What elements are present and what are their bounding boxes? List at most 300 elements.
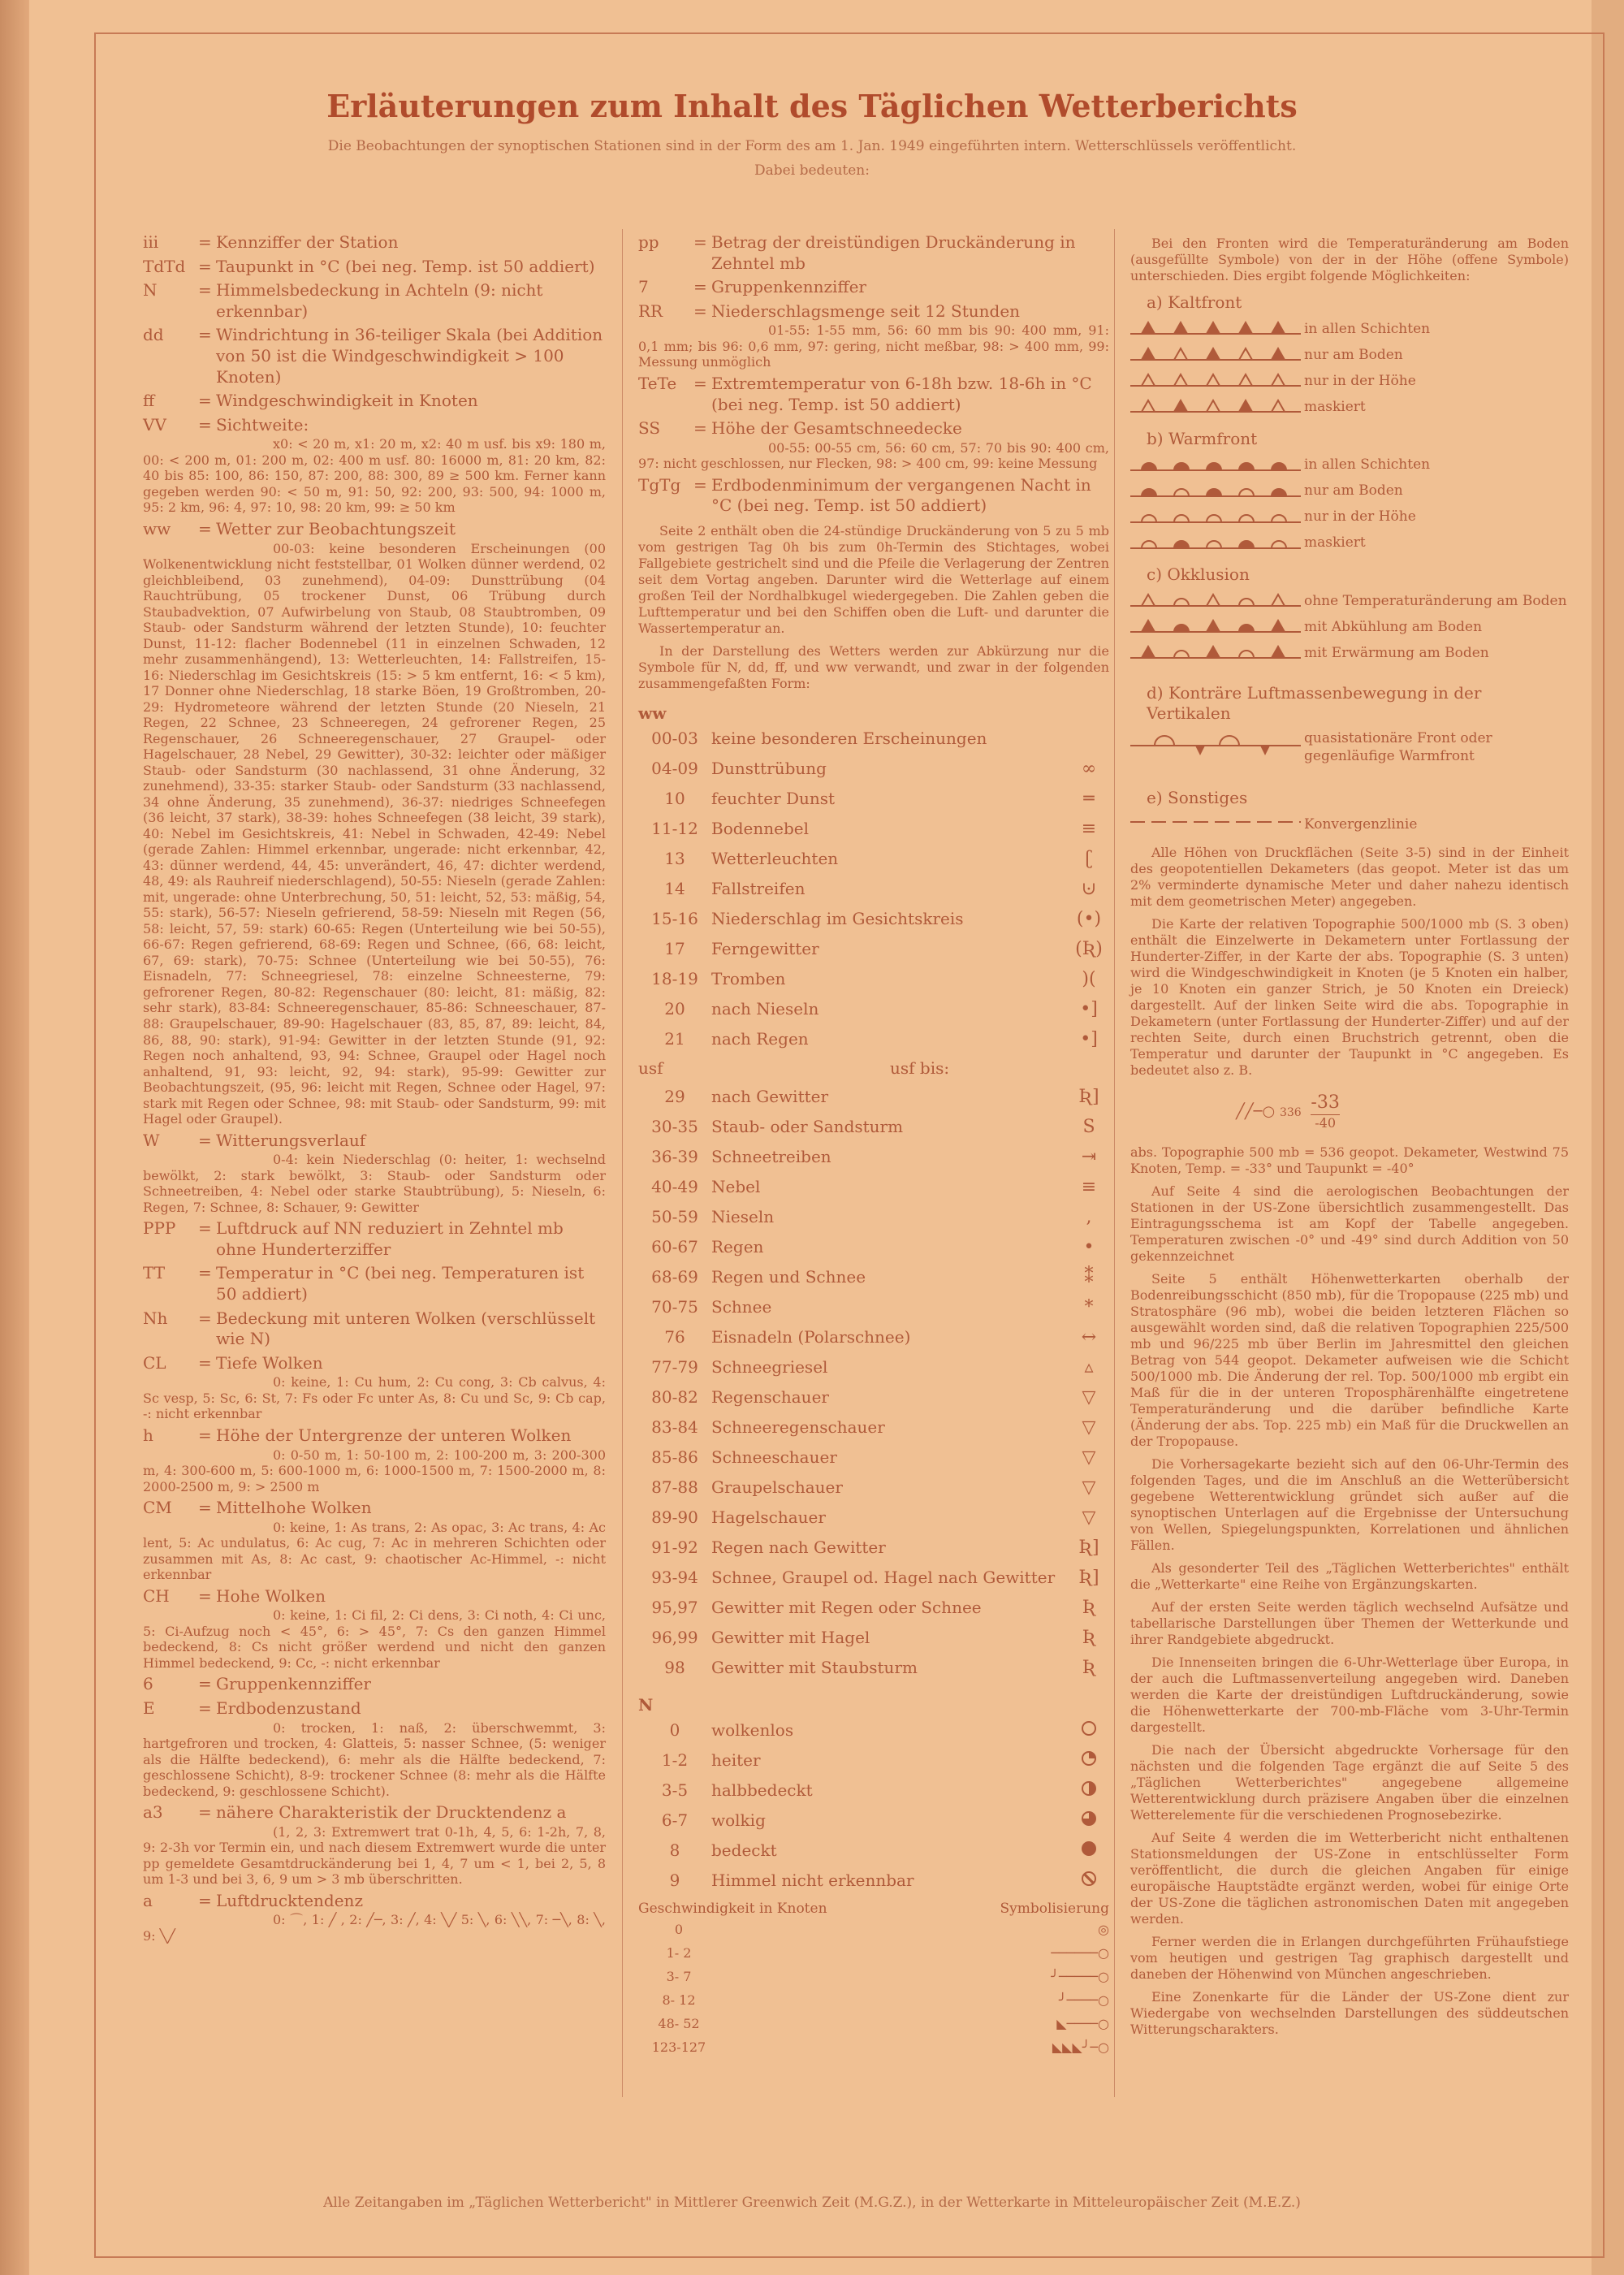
front-e-heading: e) Sonstiges [1147,787,1248,807]
cloud-code: 8 [669,1840,680,1860]
code-entry [143,232,606,253]
code-description: Kennziffer der Station [216,232,399,252]
front-d-label: quasistationäre Front oder gegenläufige Warmfront [1304,730,1492,764]
speed-row [638,2013,1109,2036]
ww-row [638,1173,1109,1203]
ww-code: 60-67 [651,1237,698,1257]
weather-symbol-icon: ▽ [1082,1386,1096,1408]
cloud-code: 9 [669,1870,680,1890]
cold-front-icon [1130,342,1301,369]
ww-description: Eisnadeln (Polarschnee) [711,1327,911,1347]
speed-row [638,2036,1109,2060]
code-description: Wetter zur Beobachtungszeit [216,518,456,538]
code-entry [143,1674,606,1695]
code-note: x0: < 20 m, x1: 20 m, x2: 40 m usf. bis x9: 180 m, 00: < 200 m, 01: 200 m, 02: 400 m usf. 80: 16000 m, 81: 20 km, 82: 40 bis 85: 100, 86: 150, 87: 200, 88: 300, 89 ≥ 500 km. Ferner kann gegeben werden 90: < 50 m, 91: 50, 92: 200, 93: 500, 94: 1000 m, 95: 2 km, 96: 4, 97: 10, 98: 20 km, 99: ≥ 50 km [143,436,606,516]
footer-note: Alle Zeitangaben im „Täglichen Wetterbericht" in Mittlerer Greenwich Zeit (M.G.Z.), in der Wetterkarte in Mitteleuropäischer Zeit (M.E.Z.) [323,2195,1301,2211]
occlusion-list [1130,589,1569,667]
code-entry [143,1425,606,1447]
ww-row [638,1233,1109,1263]
code-entry [638,418,1109,439]
weather-symbol-icon: ▽ [1082,1507,1096,1528]
ww-description: Regen nach Gewitter [711,1538,886,1558]
weather-symbol-icon: ↔ [1081,1326,1097,1347]
ww-description: Nebel [711,1177,761,1197]
front-row [1130,369,1569,395]
seite2-paragraph: Seite 2 enthält oben die 24-stündige Druckänderung von 5 zu 5 mb vom gestrigen Tag 0h bis zum 0h-Termin des Stichtages, wobei Fallgebiete gestrichelt sind und die Pfeile die Verlagerung der Zentren seit dem Vortag angeben. Darunter wird die Wetterlage auf einem großen Teil der Nordhalbkugel wiedergegeben. Die Zahlen geben die Lufttemperatur und bei den Schiffen oben die Luft- und darunter die Wassertemperatur an. [638,522,1109,636]
code-symbol: a3 [143,1802,163,1823]
code-symbol: CL [143,1352,166,1373]
ww-row [638,1443,1109,1473]
ww-description: Regenschauer [711,1387,829,1408]
code-entry [638,475,1109,517]
ww-code: 70-75 [651,1297,698,1317]
code-entry [143,1218,606,1260]
c3-paragraph-8: Auf der ersten Seite werden täglich wechselnd Aufsätze und tabellarische Darstellungen über Themen der Wetterkunde und ihrer Randgebiete abgedruckt. [1130,1599,1569,1648]
cloud-description: bedeckt [711,1840,777,1860]
ww-code: 20 [664,999,685,1019]
c3-paragraph-12: Ferner werden die in Erlangen durchgeführten Frühaufstiege vom heutigen und gestrigen Tag graphisch dargestellt und daneben der Höhenwind von München angeschrieben. [1130,1934,1569,1983]
ww-row [638,845,1109,875]
darstellung-paragraph: In der Darstellung des Wetters werden zur Abkürzung nur die Symbole für N, dd, ff, und ww verwandt, und zwar in der folgenden zusammengefaßten Form: [638,642,1109,691]
code-symbol: 6 [143,1674,153,1694]
ww-table [638,724,1109,1055]
code-description: Gruppenkennziffer [711,277,866,297]
cold-front-icon [1130,394,1301,421]
ww-description: Tromben [711,969,786,989]
cloud-cover-row [638,1806,1109,1836]
code-note: 01-55: 1-55 mm, 56: 60 mm bis 90: 400 mm, 91: 0,1 mm; bis 96: 0,6 mm, 97: gering, nicht meßbar, 98: > 400 mm, 99: Messung unmöglich [638,322,1109,370]
front-row [1130,641,1569,667]
equals-sign: = [198,1352,212,1373]
equals-sign: = [198,1130,212,1150]
equals-sign: = [198,1890,212,1910]
ww-code: 30-35 [651,1117,698,1137]
code-note: 0: keine, 1: As trans, 2: As opac, 3: Ac trans, 4: Ac lent, 5: Ac undulatus, 6: Ac cug, 7: Ac in mehreren Schichten oder zusammen mit As, 8: Ac cast, 9: chaotischer Ac-Himmel, -: nicht erkennbar [143,1519,606,1583]
cold-front-icon [1130,368,1301,395]
cold-front-icon [1130,316,1301,343]
code-entry [143,415,606,436]
code-symbol: dd [143,325,164,345]
code-description: Windgeschwindigkeit in Knoten [216,391,478,411]
ww-description: Graupelschauer [711,1477,843,1498]
cloud-cover-icon [1069,1810,1109,1832]
code-symbol: Nh [143,1308,168,1328]
equals-sign: = [693,418,707,439]
ww-code: 00-03 [651,729,698,749]
ww-row [638,1624,1109,1654]
ww-code: 13 [664,849,685,869]
equals-sign: = [198,1585,212,1606]
code-entry [143,1353,606,1374]
ww-row [638,1383,1109,1413]
cloud-description: wolkenlos [711,1719,794,1740]
c3-paragraph-4: Auf Seite 4 sind die aerologischen Beobachtungen der Stationen in der US-Zone übersichtlich zusammengestellt. Das Eintragungsschema ist am Kopf der Tabelle angegeben. Temperaturen zwischen -0° und -49° sind durch Addition von 50 gekennzeichnet [1130,1183,1569,1265]
ww-row [638,785,1109,815]
ww-code: 87-88 [651,1477,698,1498]
code-symbol: TgTg [638,474,681,495]
code-entry [638,232,1109,274]
cloud-cover-row [638,1866,1109,1896]
speed-knots: 8- 12 [662,1992,696,2009]
cloud-cover-row [638,1775,1109,1806]
weather-symbol-icon: Ʀ] [1078,1567,1099,1588]
ww-row [638,1353,1109,1383]
ww-description: Dunsttrübung [711,759,827,779]
occl-front-icon [1130,640,1301,667]
cloud-cover-row [638,1715,1109,1745]
equals-sign: = [198,325,212,345]
ww-code: 36-39 [651,1147,698,1167]
ww-code: 98 [664,1658,685,1678]
ww-description: Niederschlag im Gesichtskreis [711,909,964,929]
ww-code: 21 [664,1029,685,1049]
code-symbol: ww [143,518,171,538]
book-binding [0,0,29,2275]
code-description: Witterungsverlauf [216,1130,366,1150]
front-label: nur am Boden [1304,346,1403,363]
ww-code: 77-79 [651,1357,698,1378]
cloud-code: 1-2 [661,1750,689,1770]
ww-row [638,1113,1109,1143]
code-note: 0: keine, 1: Cu hum, 2: Cu cong, 3: Cb calvus, 4: Sc vesp, 5: Sc, 6: St, 7: Fs oder Fc unter As, 8: Cu und Sc, 9: Cb cap, -: nicht erkennbar [143,1374,606,1422]
code-entry [143,391,606,412]
code-entry [638,277,1109,298]
ww-description: Schneegriesel [711,1357,828,1378]
ww-row [638,1323,1109,1353]
occl-front-icon [1130,588,1301,615]
equals-sign: = [198,1698,212,1718]
speed-knots: 48- 52 [658,2016,700,2032]
ww-description: Schneeregenschauer [711,1417,885,1438]
cold-front-list [1130,317,1569,421]
intro-text: Die Beobachtungen der synoptischen Stationen sind in der Form des am 1. Jan. 1949 eingeführten intern. Wetterschlüssels veröffentlicht. [327,138,1297,154]
ww-code: 89-90 [651,1507,698,1528]
ww-row [638,995,1109,1025]
weather-symbol-icon: S [1082,1116,1095,1137]
code-entry [638,374,1109,415]
cloud-code: 3-5 [661,1780,689,1800]
ww-row [638,1533,1109,1564]
ww-code: 14 [664,879,685,899]
usf-row [638,1055,1109,1083]
ww-row [638,965,1109,995]
ww-row [638,1564,1109,1594]
code-description: Hohe Wolken [216,1585,326,1606]
ww-description: Regen [711,1237,764,1257]
ww-description: Nieseln [711,1207,775,1227]
page-title: Erläuterungen zum Inhalt des Täglichen Wetterberichts [326,88,1298,124]
speed-header [638,1901,1109,1918]
station-example [1236,1092,1569,1132]
code-symbol: ff [143,391,155,411]
ww-description: Bodennebel [711,819,810,839]
ww-description: nach Regen [711,1029,809,1049]
n-label: N [638,1694,654,1715]
code-symbol: CH [143,1585,170,1606]
wind-barb-icon: ◣◣◣╯─○ [1052,2039,1109,2056]
weather-symbol-icon: •] [1080,1028,1098,1049]
ww-description: Regen und Schnee [711,1267,866,1287]
ww-row [638,1293,1109,1323]
ww-code: 85-86 [651,1447,698,1468]
column-2 [638,229,1109,2060]
c3-paragraph-2: Die Karte der relativen Topographie 500/1000 mb (S. 3 oben) enthält die Einzelwerte in Dekametern unter Fortlassung der Hunderter-Ziffer, in der Karte der abs. Topographie (S. 3 unten) wird die Windgeschwindigkeit in Knoten (je 5 Knoten ein halber, je 10 Knoten ein ganzer Strich, je 50 Knoten ein Dreieck) dargestellt. Auf der linken Seite wird die abs. Topographie in Dekametern (unter Fortlassung der Hunderter-Ziffer) und auf der rechten Seite, durch einen Bruchstrich getrennt, oben die Temperatur und darunter der Taupunkt in °C angegeben. Es bedeutet also z. B. [1130,915,1569,1078]
ww-description: Gewitter mit Regen oder Schnee [711,1598,982,1618]
code-symbol: VV [143,414,166,435]
cloud-description: heiter [711,1750,761,1770]
code-symbol: TeTe [638,373,677,393]
code-symbol: CM [143,1498,172,1518]
ww-description: Fallstreifen [711,879,806,899]
ww-description: Gewitter mit Staubsturm [711,1658,918,1678]
code-symbol: iii [143,232,159,252]
weather-symbol-icon: (•) [1076,908,1102,929]
ww-row [638,1203,1109,1233]
code-entry [143,1891,606,1912]
code-description: Himmelsbedeckung in Achteln (9: nicht erkennbar) [216,280,543,321]
code-note: 0: 0-50 m, 1: 50-100 m, 2: 100-200 m, 3: 200-300 m, 4: 300-600 m, 5: 600-1000 m, 6: 1000-1500 m, 7: 1500-2000 m, 8: 2000-2500 m, 9: > 2500 m [143,1447,606,1494]
code-entry [143,1586,606,1607]
ww-code: 96,99 [651,1628,698,1648]
weather-symbol-icon: ⁑ [1084,1266,1094,1287]
cloud-cover-row [638,1836,1109,1866]
weather-symbol-icon: ═ [1083,788,1095,809]
weather-symbol-icon: Ʀ [1082,1657,1096,1678]
equals-sign: = [693,232,707,252]
warm-front-list [1130,452,1569,556]
code-symbol: PPP [143,1218,176,1239]
cloud-description: halbbedeckt [711,1780,813,1800]
front-row [1130,530,1569,556]
code-note: 0: trocken, 1: naß, 2: überschwemmt, 3: hartgefroren und trocken, 4: Glatteis, 5: nasser Schnee, (5: weniger als die Hälfte bedeckend), 6: mehr als die Hälfte bedeckend, 7: geschlossene Schicht), 8-9: trockener Schnee (8: mehr als die Hälfte bedeckend, 9: geschlossene Schicht). [143,1719,606,1799]
speed-head-right: Symbolisierung [1000,1901,1109,1918]
usf-left: usf [638,1057,663,1078]
column-3 [1130,229,1569,2044]
warm-front-icon [1130,530,1301,557]
front-label: nur in der Höhe [1304,372,1416,389]
wind-barb-icon: ◣────○ [1056,2016,1109,2032]
front-row [1130,615,1569,641]
ww-label: ww [638,703,667,723]
weather-symbol-icon: ⊍ [1081,878,1097,899]
front-row [1130,478,1569,504]
column-1 [143,229,606,1947]
weather-symbol-icon: ▽ [1082,1477,1096,1498]
wind-barb-icon: ╯─────○ [1051,1969,1109,1985]
ww-code: 04-09 [651,759,698,779]
code-symbol: E [143,1698,155,1718]
cloud-code: 0 [669,1719,680,1740]
equals-sign: = [693,301,707,321]
equals-sign: = [693,474,707,495]
speed-knots: 3- 7 [666,1969,692,1985]
front-d-row [1130,728,1569,768]
code-description: Luftdrucktendenz [216,1890,363,1910]
front-label: mit Abkühlung am Boden [1304,618,1483,635]
front-label: maskiert [1304,534,1366,551]
cloud-cover-row [638,1745,1109,1775]
front-row [1130,589,1569,615]
ww-row [638,755,1109,785]
code-entry [143,1698,606,1719]
code-symbol: SS [638,418,661,439]
speed-row [638,1966,1109,1989]
ww-code: 83-84 [651,1417,698,1438]
equals-sign: = [198,1308,212,1328]
code-entry [143,1131,606,1152]
weather-symbol-icon: ʗ [1085,848,1093,869]
speed-knots: 0 [674,1922,684,1938]
ww-description: nach Gewitter [711,1087,829,1107]
ww-code: 11-12 [651,819,698,839]
weather-symbol-icon: ∞ [1081,758,1097,779]
front-row [1130,343,1569,369]
ww-description: feuchter Dunst [711,789,836,809]
weather-symbol-icon: )( [1082,968,1096,989]
ww-code: 29 [664,1087,685,1107]
code-note: 00-55: 00-55 cm, 56: 60 cm, 57: 70 bis 90: 400 cm, 97: nicht geschlossen, nur Flecken, 98: > 400 cm, 99: keine Messung [638,439,1109,472]
warm-front-icon [1130,452,1301,479]
code-entries [638,232,1109,517]
usf-right: usf bis: [890,1057,950,1078]
code-symbol: a [143,1890,153,1910]
front-row [1130,452,1569,478]
code-description: Taupunkt in °C (bei neg. Temp. ist 50 addiert) [216,256,595,276]
example-topography: 336 [1279,1105,1302,1119]
code-symbol: TT [143,1263,166,1283]
weather-symbol-icon: ≡ [1081,818,1097,839]
weather-symbol-icon: (Ʀ) [1075,938,1103,959]
code-entry [143,519,606,540]
code-description: Bedeckung mit unteren Wolken (verschlüsselt wie N) [216,1308,596,1349]
ww-description: Wetterleuchten [711,849,839,869]
equals-sign: = [198,1674,212,1694]
code-entry [143,1498,606,1519]
wind-barb-icon: ╯────○ [1058,1992,1109,2009]
code-note: 0: keine, 1: Ci fil, 2: Ci dens, 3: Ci noth, 4: Ci unc, 5: Ci-Aufzug noch < 45°, 6: > 45°, 7: Cs den ganzen Himmel bedeckend, 8: Cs nicht größer werdend und nicht den ganzen Himmel bedeckend, 9: Cc, -: nicht erkennbar [143,1607,606,1671]
code-description: Betrag der dreistündigen Druckänderung in Zehntel mb [711,232,1076,273]
column-divider [622,229,623,2097]
convergence-line-icon [1130,814,1301,836]
front-b-heading: b) Warmfront [1147,428,1258,448]
equals-sign: = [693,373,707,393]
code-entry [143,280,606,322]
ww-row [638,1143,1109,1173]
equals-sign: = [198,414,212,435]
code-description: Niederschlagsmenge seit 12 Stunden [711,301,1021,321]
front-label: mit Erwärmung am Boden [1304,644,1489,661]
front-label: in allen Schichten [1304,320,1431,337]
front-d-heading: d) Konträre Luftmassenbewegung in der Vertikalen [1147,682,1482,724]
equals-sign: = [198,1498,212,1518]
code-description: Tiefe Wolken [216,1352,323,1373]
ww-row [638,724,1109,755]
ww-row [638,1083,1109,1113]
weather-symbol-icon: Ʀ [1082,1627,1096,1648]
code-entry [638,301,1109,322]
ww-code: 50-59 [651,1207,698,1227]
example-dewpoint: -40 [1315,1114,1337,1131]
code-entry [143,257,606,278]
equals-sign: = [198,256,212,276]
front-label: nur am Boden [1304,482,1403,500]
cloud-description: wolkig [711,1810,766,1830]
ww-description: Hagelschauer [711,1507,826,1528]
equals-sign: = [693,277,707,297]
ww-description: Gewitter mit Hagel [711,1628,870,1648]
ww-code: 40-49 [651,1177,698,1197]
ww-code: 76 [664,1327,685,1347]
speed-knots: 1- 2 [666,1945,692,1961]
code-description: Erdbodenminimum der vergangenen Nacht in °C (bei neg. Temp. ist 50 addiert) [711,474,1091,516]
ww-code: 80-82 [651,1387,698,1408]
front-label: ohne Temperaturänderung am Boden [1304,592,1567,609]
weather-symbol-icon: , [1086,1206,1092,1227]
fronts-intro: Bei den Fronten wird die Temperaturänderung am Boden (ausgefüllte Symbole) von der in der Höhe (offene Symbole) unterschieden. Dies ergibt folgende Möglichkeiten: [1130,236,1569,283]
code-entry [143,325,606,387]
equals-sign: = [198,518,212,538]
ww-row [638,1473,1109,1503]
front-a-heading: a) Kaltfront [1147,292,1242,312]
ww-code: 93-94 [651,1568,698,1588]
code-symbol: 7 [638,277,649,297]
wind-barb-icon: ──────○ [1051,1945,1109,1961]
ww-row [638,905,1109,935]
cloud-cover-table [638,1715,1109,1896]
cloud-cover-icon [1069,1719,1109,1742]
example-wind-icon: ╱╱─○ [1236,1102,1276,1120]
ww-row [638,1503,1109,1533]
equals-sign: = [198,1263,212,1283]
code-description: Sichtweite: [216,414,309,435]
front-label: in allen Schichten [1304,456,1431,474]
ww-description: Ferngewitter [711,939,819,959]
front-label: nur in der Höhe [1304,508,1416,525]
code-description: Windrichtung in 36-teiliger Skala (bei Addition von 50 ist die Windgeschwindigkeit > 100 Knoten) [216,325,603,387]
ww-description: Schnee [711,1297,772,1317]
c3-paragraph-1: Alle Höhen von Druckflächen (Seite 3-5) sind in der Einheit des geopotentiellen Dekameters (das geopot. Meter ist das um 2% verminderte dynamische Meter und daher nahezu identisch mit dem geometrischen Meter) angegeben. [1130,844,1569,909]
equals-sign: = [198,232,212,252]
speed-knots: 123-127 [651,2039,706,2056]
warm-front-icon [1130,478,1301,505]
speed-head-left: Geschwindigkeit in Knoten [638,1901,827,1918]
front-e-label: Konvergenzlinie [1304,815,1418,833]
occl-front-icon [1130,614,1301,641]
ww-row [638,1594,1109,1624]
equals-sign: = [198,391,212,411]
code-description: Luftdruck auf NN reduziert in Zehntel mb ohne Hunderterziffer [216,1218,564,1259]
ww-code: 18-19 [651,969,698,989]
weather-symbol-icon: * [1084,1296,1094,1317]
ww-code: 17 [664,939,685,959]
front-e-row [1130,812,1569,838]
c3-paragraph-3: abs. Topographie 500 mb = 536 geopot. Dekameter, Westwind 75 Knoten, Temp. = -33° und Taupunkt = -40° [1130,1144,1569,1177]
speed-table [638,1918,1109,2060]
cloud-description: Himmel nicht erkennbar [711,1870,914,1890]
code-description: Gruppenkennziffer [216,1674,371,1694]
c3-paragraph-6: Die Vorhersagekarte bezieht sich auf den 06-Uhr-Termin des folgenden Tages, und die im Anschluß an die Wetterübersicht gegebene Wetterentwicklung gründet sich außer auf die synoptischen Unterlagen auf die Ergebnisse der Untersuchung von Wellen, Spiegelungspunkten, Korrelationen und ähnlichen Fällen. [1130,1456,1569,1554]
ww-row [638,1263,1109,1293]
code-symbol: RR [638,301,663,321]
code-note: 0-4: kein Niederschlag (0: heiter, 1: wechselnd bewölkt, 2: stark bewölkt, 3: Staub- oder Sandsturm oder Schneetreiben, 4: Nebel oder starke Staubtrübung), 5: Nieseln, 6: Regen, 7: Schnee, 8: Schauer, 9: Gewitter [143,1152,606,1215]
code-description: nähere Charakteristik der Drucktendenz a [216,1802,567,1823]
equals-sign: = [198,1218,212,1239]
cloud-code: 6-7 [661,1810,689,1830]
c3-paragraph-9: Die Innenseiten bringen die 6-Uhr-Wetterlage über Europa, in der auch die Luftmassenverteilung angegeben wird. Daneben werden die Karte der dreistündigen Luftdruckänderung, sowie die Höhenwetterkarte der 700-mb-Fläche vom 3-Uhr-Termin dargestellt. [1130,1654,1569,1736]
front-row [1130,395,1569,421]
ww-description: keine besonderen Erscheinungen [711,729,987,749]
c3-paragraph-10: Die nach der Übersicht abgedruckte Vorhersage für den nächsten und die folgenden Tage ergänzt die auf Seite 5 des „Täglichen Wetterberichtes" angegebene allgemeine Wetterentwicklung durch präzisere Angaben über die einzelnen Wetterelemente für die verschiedenen Prognosebezirke. [1130,1742,1569,1823]
